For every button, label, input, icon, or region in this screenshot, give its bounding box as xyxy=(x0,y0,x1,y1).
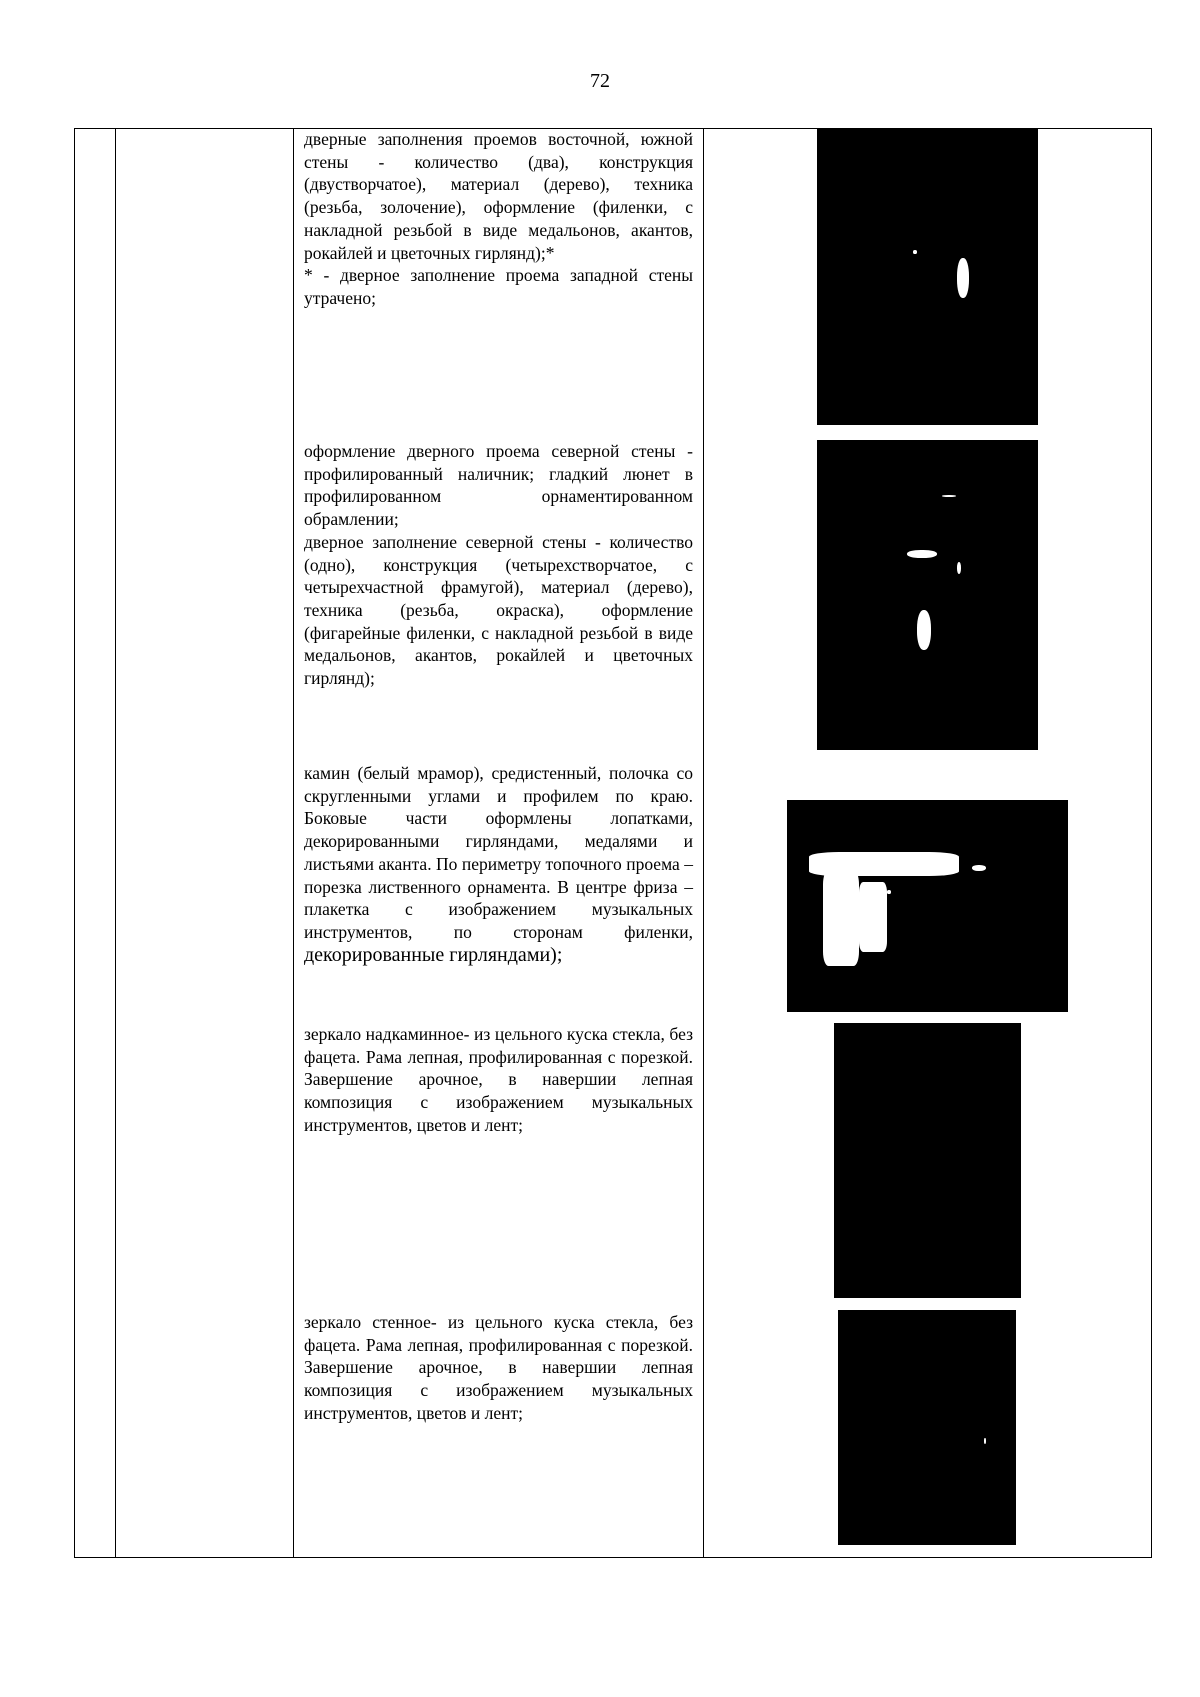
entry-text: оформление дверного проема северной стены - профилированный наличник; гладкий люнет в профилированном орнаментированном обрамлении; xyxy=(304,441,693,530)
photo-door-east-south xyxy=(817,128,1038,425)
photo-fireplace xyxy=(787,800,1068,1012)
entry-note: * - дверное заполнение проема западной стены утрачено; xyxy=(304,265,693,308)
entry-text-2: дверное заполнение северной стены - количество (одно), конструкция (четырехстворчатое, с четырехчастной фрамугой), материал (дерево), техника (резьба, окраска), оформление (фигарейные филенки, с накладной резьбой в виде медальонов, акантов, рокайлей и цветочных гирлянд); xyxy=(304,531,693,689)
entry-fireplace xyxy=(304,762,693,966)
entry-door-east-south xyxy=(304,128,693,310)
photo-door-north xyxy=(817,440,1038,750)
entry-wall-mirror xyxy=(304,1311,693,1425)
entry-text: дверные заполнения проемов восточной, южной стены - количество (два), конструкция (двустворчатое), материал (дерево), техника (резьба, золочение), оформление (филенки, с накладной резьбой в виде медальонов, акантов, рокайлей и цветочных гирлянд);* xyxy=(304,129,693,263)
column-divider-3 xyxy=(703,129,704,1557)
photo-wall-mirror xyxy=(838,1310,1016,1545)
entry-text: зеркало надкаминное- из цельного куска стекла, без фацета. Рама лепная, профилированная с порезкой. Завершение арочное, в навершии лепная композиция с изображением музыкальных инструментов, цветов и лент; xyxy=(304,1024,693,1135)
entry-text: зеркало стенное- из цельного куска стекла, без фацета. Рама лепная, профилированная с порезкой. Завершение арочное, в навершии лепная композиция с изображением музыкальных инструментов, цветов и лент; xyxy=(304,1312,693,1423)
entry-overmantel-mirror xyxy=(304,1023,693,1137)
page-number: 72 xyxy=(590,70,610,92)
entry-door-north xyxy=(304,440,693,690)
photo-overmantel-mirror xyxy=(834,1023,1021,1298)
entry-text-large: декорированные гирляндами); xyxy=(304,943,563,966)
entry-text: камин (белый мрамор), средистенный, полочка со скругленными углами и профилем по краю. Боковые части оформлены лопатками, декорированными гирляндами, медалями и листьями аканта. По периметру топочного проема – порезка лиственного орнамента. В центре фриза – плакетка с изображением музыкальных инструментов, по сторонам филенки, xyxy=(304,763,693,942)
column-divider-1 xyxy=(115,129,116,1557)
column-divider-2 xyxy=(293,129,294,1557)
